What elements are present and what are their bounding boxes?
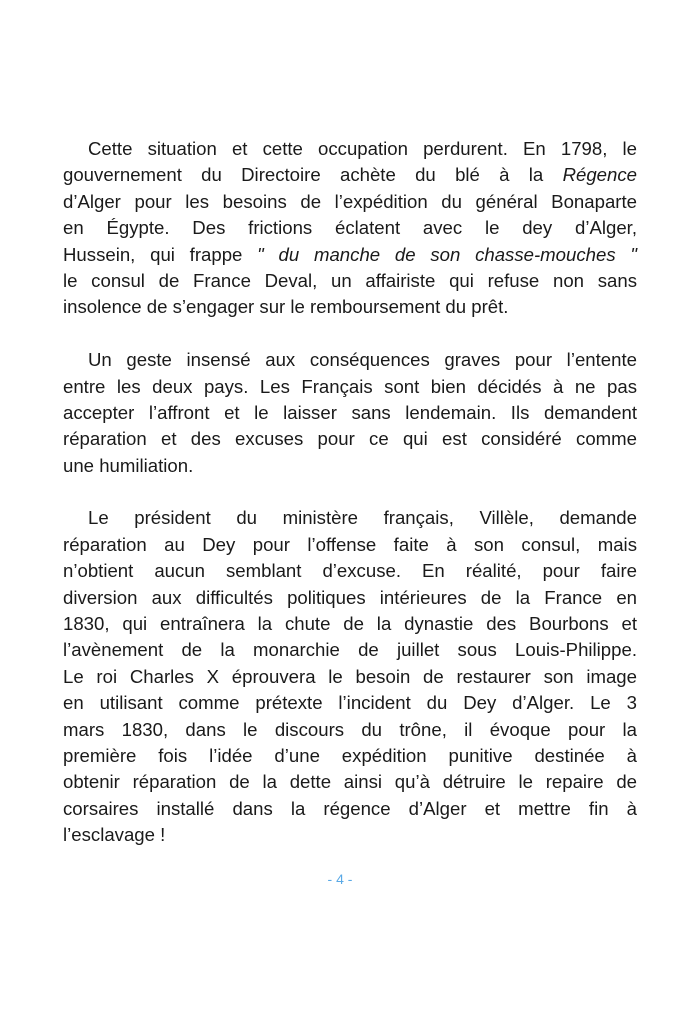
text-line	[63, 400, 637, 426]
text-segment: Le roi Charles X éprouvera le besoin de restaurer son image	[63, 665, 637, 687]
text-segment: Hussein, qui frappe	[63, 243, 258, 265]
text-segment: en utilisant comme prétexte l’incident du Dey d’Alger. Le 3	[63, 692, 637, 714]
text-line	[63, 242, 637, 268]
text-line	[63, 796, 637, 822]
text-line	[63, 215, 637, 241]
text-line	[63, 505, 637, 531]
text-line	[63, 558, 637, 584]
text-line	[63, 347, 637, 373]
text-segment: le consul de France Deval, un affairiste qui refuse non sans	[63, 269, 637, 291]
text-segment: première fois l’idée d’une expédition punitive destinée à	[63, 744, 637, 766]
page-number: - 4 -	[327, 871, 353, 887]
text-segment: Un geste insensé aux conséquences graves pour l’entente	[88, 349, 637, 371]
text-segment: 1830, qui entraînera la chute de la dynastie des Bourbons et	[63, 613, 637, 635]
text-segment: insolence de s’engager sur le remboursement du prêt.	[63, 296, 509, 318]
text-line	[63, 374, 637, 400]
text-segment: gouvernement du Directoire achète du blé à la	[63, 164, 563, 186]
text-line	[63, 585, 637, 611]
text-line	[63, 189, 637, 215]
text-segment: diversion aux difficultés politiques intérieures de la France en	[63, 586, 637, 608]
text-line	[63, 136, 637, 162]
text-segment: entre les deux pays. Les Français sont bien décidés à ne pas	[63, 375, 637, 397]
text-line	[63, 743, 637, 769]
italic-text: " du manche de son chasse-mouches "	[257, 243, 637, 265]
text-segment: n’obtient aucun semblant d’excuse. En réalité, pour faire	[63, 560, 637, 582]
text-segment: réparation et des excuses pour ce qui est considéré comme	[63, 428, 637, 450]
text-line	[63, 453, 637, 479]
text-line	[63, 426, 637, 452]
text-segment: corsaires installé dans la régence d’Alger et mettre fin à	[63, 797, 637, 819]
text-segment: réparation au Dey pour l’offense faite à son consul, mais	[63, 533, 637, 555]
text-line	[63, 822, 637, 848]
text-line	[63, 162, 637, 188]
text-line	[63, 268, 637, 294]
text-line	[63, 690, 637, 716]
paragraph	[63, 505, 637, 848]
text-segment: obtenir réparation de la dette ainsi qu’à détruire le repaire de	[63, 771, 637, 793]
document-body	[63, 136, 637, 875]
text-segment: accepter l’affront et le laisser sans lendemain. Ils demandent	[63, 401, 637, 423]
text-segment: en Égypte. Des frictions éclatent avec le dey d’Alger,	[63, 217, 637, 239]
text-line	[63, 717, 637, 743]
text-line	[63, 294, 637, 320]
text-segment: l’esclavage !	[63, 824, 166, 846]
text-line	[63, 769, 637, 795]
text-segment: mars 1830, dans le discours du trône, il évoque pour la	[63, 718, 637, 740]
text-segment: Le président du ministère français, Villèle, demande	[88, 507, 637, 529]
text-line	[63, 664, 637, 690]
italic-text: Régence	[562, 164, 637, 186]
text-line	[63, 532, 637, 558]
text-segment: d’Alger pour les besoins de l’expédition du général Bonaparte	[63, 190, 637, 212]
text-line	[63, 637, 637, 663]
paragraph	[63, 136, 637, 321]
text-segment: Cette situation et cette occupation perdurent. En 1798, le	[88, 138, 637, 159]
text-segment: une humiliation.	[63, 454, 194, 476]
text-line	[63, 611, 637, 637]
text-segment: l’avènement de la monarchie de juillet sous Louis-Philippe.	[63, 639, 637, 661]
paragraph	[63, 347, 637, 479]
